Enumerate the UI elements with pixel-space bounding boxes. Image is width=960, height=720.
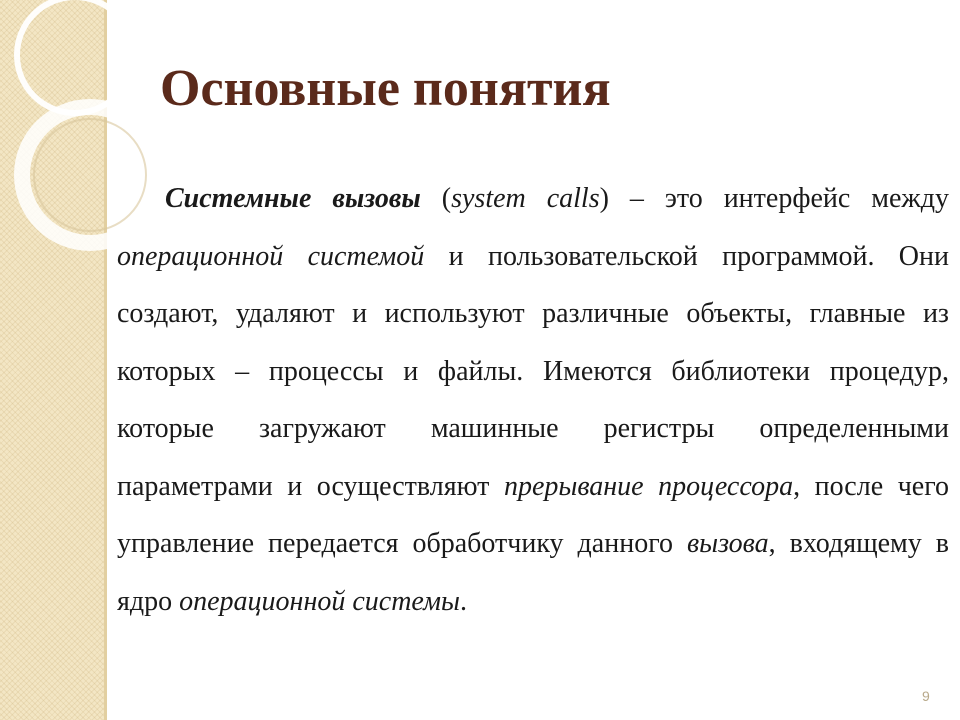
italic-os: операционной системой bbox=[117, 240, 425, 272]
text-segment: и пользовательской программой. Они создают, удаляют и используют различные объекты, главные из которых – процессы и файлы. Имеются библиотеки процедур, которые загружают машинные регистры определенными параметрами и осуществляют bbox=[117, 240, 949, 502]
italic-interrupt: прерывание процессора bbox=[503, 470, 794, 502]
term-english: system calls bbox=[451, 183, 600, 214]
text-segment: ( bbox=[420, 183, 452, 214]
italic-call: вызова bbox=[686, 528, 769, 559]
text-segment: , входящему в ядро bbox=[117, 528, 949, 617]
text-segment: . bbox=[459, 585, 467, 617]
text-segment: ) – это интерфейс между bbox=[599, 183, 950, 214]
text-segment: , после чего управление передается обработчику данного bbox=[117, 470, 949, 559]
term-system-calls: Системные вызовы bbox=[165, 183, 421, 214]
slide-number: 9 bbox=[922, 688, 930, 704]
slide-title: Основные понятия bbox=[160, 60, 611, 117]
italic-os-end: операционной системы bbox=[179, 585, 460, 617]
definition-paragraph bbox=[117, 170, 949, 630]
ring-top bbox=[17, 0, 133, 113]
